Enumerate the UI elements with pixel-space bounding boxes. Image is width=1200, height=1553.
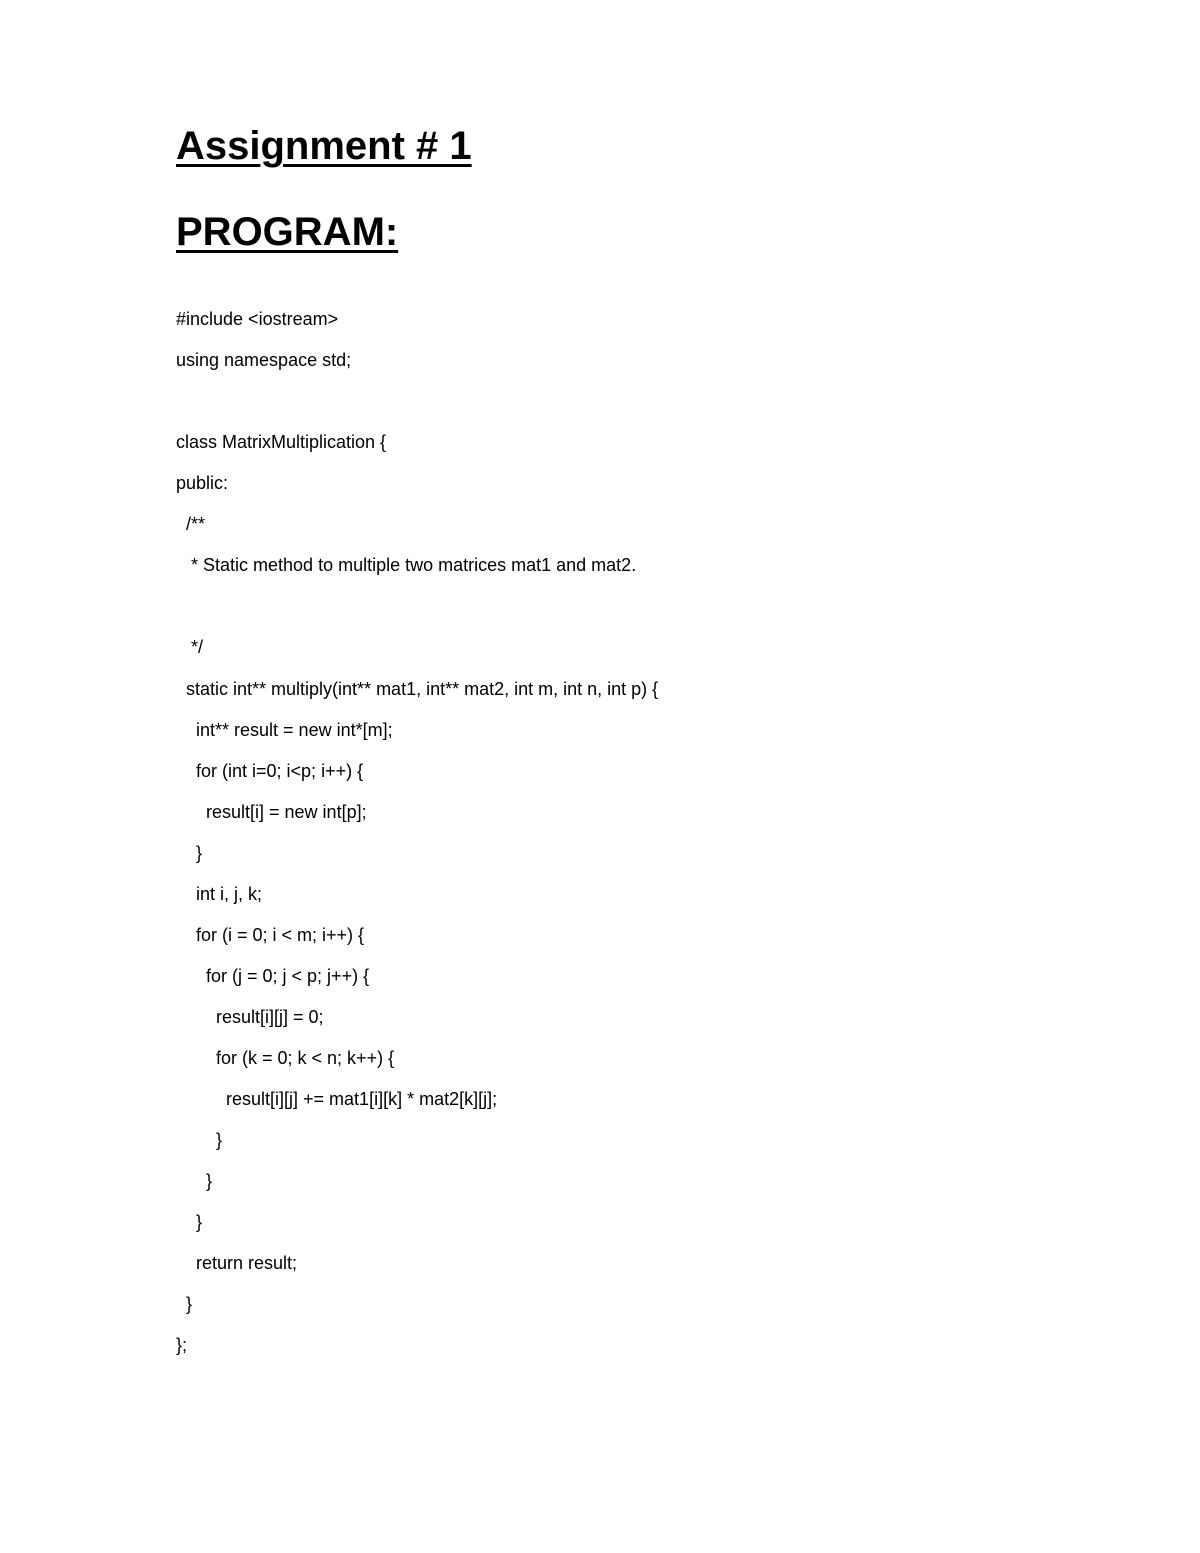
code-line: } (176, 1171, 213, 1191)
code-line: result[i][j] += mat1[i][k] * mat2[k][j]; (176, 1089, 498, 1109)
code-line: for (j = 0; j < p; j++) { (176, 966, 370, 986)
code-line: }; (176, 1335, 188, 1355)
code-line: } (176, 1212, 203, 1232)
code-line: } (176, 1130, 223, 1150)
code-line: class MatrixMultiplication { (176, 432, 387, 452)
code-line: for (i = 0; i < m; i++) { (176, 925, 365, 945)
assignment-title: Assignment # 1 (176, 124, 472, 168)
code-line: int i, j, k; (176, 884, 263, 904)
code-line: for (k = 0; k < n; k++) { (176, 1048, 395, 1068)
code-line: public: (176, 473, 229, 493)
code-line: result[i] = new int[p]; (176, 802, 367, 822)
code-line: */ (176, 637, 204, 657)
code-line: int** result = new int*[m]; (176, 720, 393, 740)
code-line: return result; (176, 1253, 298, 1273)
code-line: } (176, 1294, 193, 1314)
code-line: static int** multiply(int** mat1, int** mat2, int m, int n, int p) { (176, 679, 659, 699)
program-heading: PROGRAM: (176, 210, 399, 254)
code-line: #include <iostream> (176, 309, 339, 329)
code-line: using namespace std; (176, 350, 352, 370)
code-line: for (int i=0; i<p; i++) { (176, 761, 364, 781)
code-line: /** (176, 514, 206, 534)
code-line: result[i][j] = 0; (176, 1007, 324, 1027)
code-line: * Static method to multiple two matrices mat1 and mat2. (176, 555, 637, 575)
code-line: } (176, 843, 203, 863)
